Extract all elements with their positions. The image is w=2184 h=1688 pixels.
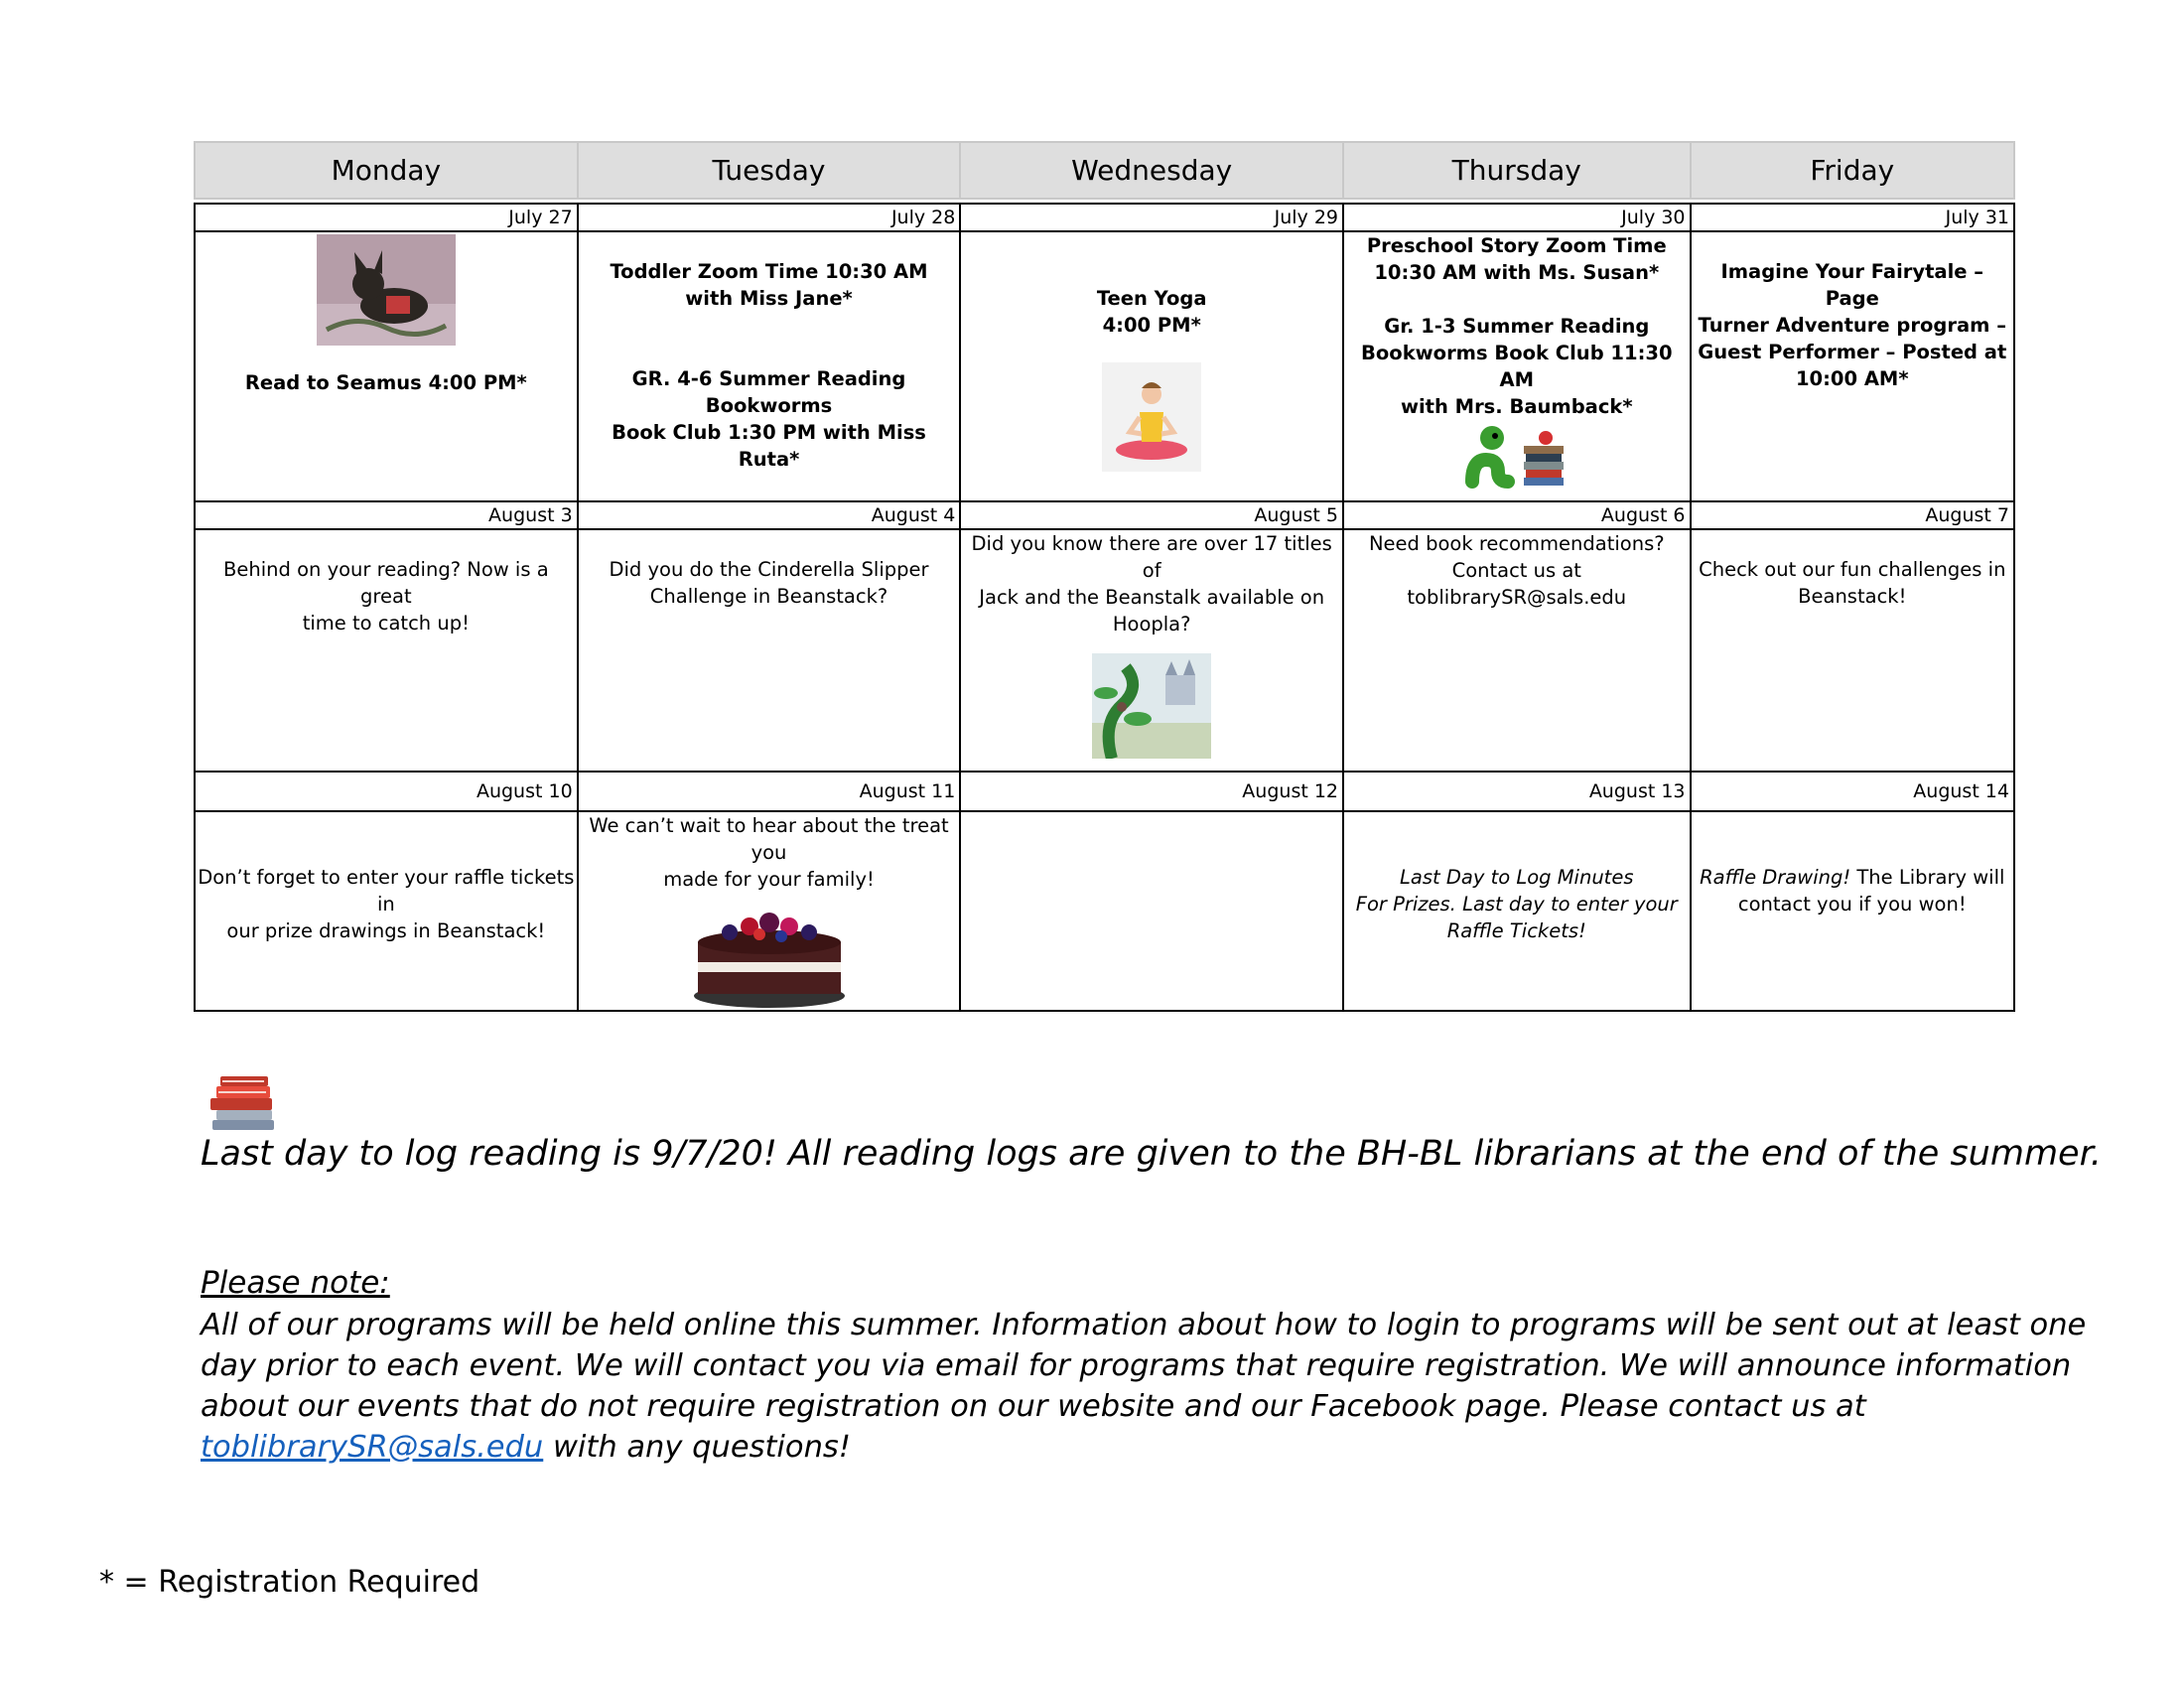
event-cell xyxy=(578,529,961,772)
event-line: Jack and the Beanstalk available on xyxy=(979,586,1325,609)
date-label: July 30 xyxy=(1343,204,1691,231)
day-header-monday: Monday xyxy=(195,142,578,199)
event-line: 10:00 AM* xyxy=(1795,367,1909,390)
date-label: August 7 xyxy=(1691,501,2014,529)
event-line: Gr. 1-3 Summer Reading xyxy=(1384,315,1650,338)
date-row xyxy=(195,204,2014,231)
event-line: with Miss Jane* xyxy=(685,287,853,310)
event-cell xyxy=(195,529,578,772)
note-title: Please note: xyxy=(201,1265,390,1301)
date-label: August 11 xyxy=(578,772,961,811)
event-line: Toddler Zoom Time 10:30 AM xyxy=(610,260,928,283)
event-line: Hoopla? xyxy=(1112,613,1191,635)
raffle-emphasis: Raffle Drawing! xyxy=(1700,866,1851,889)
day-header-tuesday: Tuesday xyxy=(578,142,961,199)
event-line: time to catch up! xyxy=(302,612,470,634)
date-label: August 6 xyxy=(1343,501,1691,529)
event-line: our prize drawings in Beanstack! xyxy=(226,919,546,942)
event-line: made for your family! xyxy=(663,868,875,891)
event-line: Turner Adventure program – xyxy=(1698,314,2006,337)
event-line: Need book recommendations? xyxy=(1368,532,1665,555)
event-line: Did you do the Cinderella Slipper xyxy=(609,558,929,581)
date-label: August 14 xyxy=(1691,772,2014,811)
event-line: We can’t wait to hear about the treat you xyxy=(589,814,949,864)
event-line: Preschool Story Zoom Time xyxy=(1366,234,1667,257)
date-label: July 29 xyxy=(960,204,1343,231)
event-cell xyxy=(578,811,961,1011)
event-line: Imagine Your Fairytale – Page xyxy=(1720,260,1984,310)
cake-photo xyxy=(690,893,849,1010)
bookworm-icon xyxy=(1462,420,1571,492)
date-label: July 31 xyxy=(1691,204,2014,231)
events-row xyxy=(195,231,2014,501)
email-link[interactable]: toblibrarySR@sals.edu xyxy=(201,1430,544,1465)
events-row xyxy=(195,529,2014,772)
event-cell xyxy=(960,529,1343,772)
day-header-friday: Friday xyxy=(1691,142,2014,199)
event-cell xyxy=(1691,231,2014,501)
event-cell xyxy=(960,811,1343,1011)
event-line: Challenge in Beanstack? xyxy=(649,585,888,608)
date-label: August 4 xyxy=(578,501,961,529)
event-line: Guest Performer – Posted at xyxy=(1698,341,2007,363)
event-line: Beanstack! xyxy=(1798,585,1907,608)
event-cell xyxy=(195,231,578,501)
note-body xyxy=(201,1305,2087,1468)
registration-footnote: * = Registration Required xyxy=(99,1565,480,1600)
event-cell xyxy=(1691,811,2014,1011)
event-line: Check out our fun challenges in xyxy=(1699,558,2006,581)
dog-photo xyxy=(317,234,456,346)
date-label: August 10 xyxy=(195,772,578,811)
day-header-row xyxy=(195,142,2014,199)
calendar-table xyxy=(194,141,2015,1012)
events-row xyxy=(195,811,2014,1011)
event-line: Last Day to Log Minutes xyxy=(1400,866,1634,889)
event-line: Raffle Tickets! xyxy=(1446,919,1586,942)
event-cell xyxy=(1343,231,1691,501)
date-label: July 27 xyxy=(195,204,578,231)
raffle-rest: The Library will xyxy=(1850,866,2005,889)
date-label: August 3 xyxy=(195,501,578,529)
event-cell xyxy=(1691,529,2014,772)
books-stack-icon xyxy=(208,1072,280,1134)
note-tail: with any questions! xyxy=(543,1430,852,1465)
event-cell xyxy=(578,231,961,501)
event-line: Contact us at toblibrarySR@sals.edu xyxy=(1407,559,1627,609)
event-line: Behind on your reading? Now is a great xyxy=(223,558,549,608)
event-line: with Mrs. Baumback* xyxy=(1400,395,1633,418)
event-line: Teen Yoga xyxy=(1096,287,1207,310)
yoga-icon xyxy=(1102,362,1201,472)
event-cell xyxy=(1343,811,1691,1011)
event-line: Bookworms Book Club 11:30 AM xyxy=(1361,342,1673,391)
event-cell xyxy=(960,231,1343,501)
date-label: August 5 xyxy=(960,501,1343,529)
event-line: Don’t forget to enter your raffle tickets in xyxy=(198,866,575,915)
event-line: 10:30 AM with Ms. Susan* xyxy=(1374,261,1660,284)
date-row xyxy=(195,501,2014,529)
date-label: July 28 xyxy=(578,204,961,231)
event-cell xyxy=(195,811,578,1011)
event-line: 4:00 PM* xyxy=(1102,314,1201,337)
date-label: August 13 xyxy=(1343,772,1691,811)
event-text: Read to Seamus 4:00 PM* xyxy=(244,371,527,394)
day-header-thursday: Thursday xyxy=(1343,142,1691,199)
event-line: For Prizes. Last day to enter your xyxy=(1355,893,1678,915)
date-row xyxy=(195,772,2014,811)
event-line: Book Club 1:30 PM with Miss Ruta* xyxy=(612,421,926,471)
event-cell xyxy=(1343,529,1691,772)
beanstalk-icon xyxy=(1092,653,1211,759)
reading-log-reminder: Last day to log reading is 9/7/20! All reading logs are given to the BH-BL librarians at the end of the summer. xyxy=(201,1134,2102,1174)
date-label: August 12 xyxy=(960,772,1343,811)
event-line xyxy=(1692,864,2013,891)
note-text: All of our programs will be held online this summer. Information about how to login to programs will be sent out at least one day prior to each event. We will contact you via email for programs that require registration. We will announce information about our events that do not require registration on our website and our Facebook page. Please contact us at xyxy=(201,1308,2087,1424)
event-line: Did you know there are over 17 titles of xyxy=(971,532,1332,582)
event-line: GR. 4-6 Summer Reading Bookworms xyxy=(631,367,906,417)
event-line: contact you if you won! xyxy=(1737,893,1967,915)
day-header-wednesday: Wednesday xyxy=(960,142,1343,199)
